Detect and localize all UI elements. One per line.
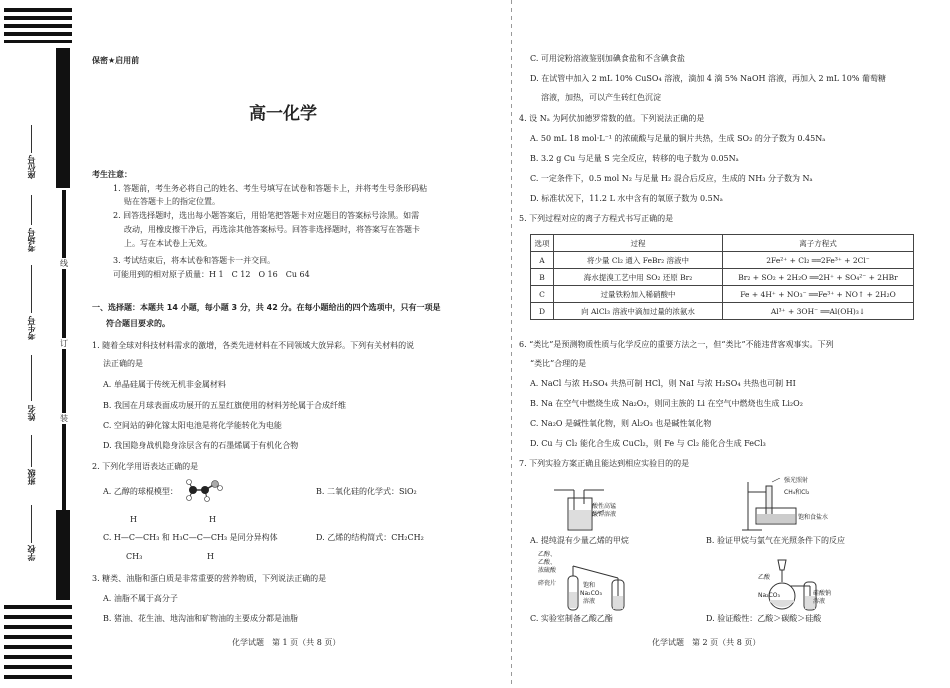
table-cell: C: [531, 286, 554, 303]
margin-bar: [4, 16, 72, 20]
apparatus-c-label: 乙酸、: [538, 559, 557, 566]
apparatus-b-label: CH₄和Cl₂: [784, 489, 810, 496]
apparatus-d-label: 乙酸: [758, 574, 771, 581]
seal-bind-char: 订: [60, 339, 68, 348]
table-cell: 2Fe²⁺ + Cl₂ ══2Fe³⁺ + 2Cl⁻: [723, 252, 914, 269]
table-cell: Al³⁺ + 3OH⁻ ══Al(OH)₃↓: [723, 303, 914, 320]
margin-bar: [4, 8, 72, 12]
margin-bar: [4, 24, 72, 28]
fill-line: [31, 505, 32, 543]
q4-option-b: B. 3.2 g Cu 与足量 S 完全反应，转移的电子数为 0.05Nₐ: [530, 154, 739, 163]
table-cell: A: [531, 252, 554, 269]
notice-line: 上。写在本试卷上无效。: [124, 239, 212, 248]
margin-bar: [4, 605, 72, 609]
q2-option-a: A. 乙醇的球棍模型：: [103, 487, 178, 496]
notice-line: 贴在答题卡上的指定位置。: [124, 197, 220, 206]
table-row: [531, 269, 914, 286]
q6-option-c: C. Na₂O 是碱性氧化物，则 Al₂O₃ 也是碱性氧化物: [530, 419, 712, 428]
apparatus-b-label: 强光照射: [784, 477, 809, 484]
q4-stem: 4. 设 Nₐ 为阿伏加德罗常数的值。下列说法正确的是: [519, 114, 705, 123]
margin-bar: [4, 40, 72, 43]
notice-line: 1. 答题前，考生务必将自己的姓名、考生号填写在试卷和答题卡上，并将考生号条形码粘: [113, 184, 428, 193]
apparatus-a-label: 酸钾溶液: [592, 511, 617, 518]
margin-bar: [4, 32, 72, 36]
table-row: [531, 286, 914, 303]
notice-line: 3. 考试结束后，将本试卷和答题卡一并交回。: [113, 256, 276, 265]
margin-block: [56, 48, 70, 188]
class-label: 班级: [27, 469, 36, 485]
apparatus-c-label: 碎瓷片: [538, 580, 557, 587]
seal-staple-char: 装: [60, 414, 68, 423]
table-cell: 过量铁粉加入稀硝酸中: [554, 286, 723, 303]
q5-table: [530, 234, 914, 320]
table-cell: 将少量 Cl₂ 通入 FeBr₂ 溶液中: [554, 252, 723, 269]
table-header-cell: 过程: [554, 235, 723, 252]
q6-stem: 6. “类比”是预测物质性质与化学反应的重要方法之一，但“类比”不能违背客观事实。下列: [519, 340, 834, 349]
q1-option-c: C. 空间站的砷化镓太阳电池是将化学能转化为电能: [103, 421, 282, 430]
margin-bar: [4, 675, 72, 679]
seat-number-label: 座位号: [27, 155, 36, 179]
q3-option-d: D. 在试管中加入 2 mL 10% CuSO₄ 溶液，滴加 4 滴 5% NaOH 溶液，再加入 2 mL 10% 葡萄糖: [530, 74, 886, 83]
fill-line: [31, 265, 32, 313]
table-cell: B: [531, 269, 554, 286]
q3-stem: 3. 糖类、油脂和蛋白质是非常重要的营养物质，下列说法正确的是: [92, 574, 327, 583]
apparatus-c-label: 饱和: [583, 582, 596, 589]
table-cell: 海水提溴工艺中用 SO₂ 还原 Br₂: [554, 269, 723, 286]
q7-option-c: C. 实验室制备乙酸乙酯: [530, 614, 613, 623]
margin-bar: [4, 635, 72, 639]
apparatus-a-label: 酸性高锰: [592, 503, 617, 510]
apparatus-b-light-reaction: [742, 478, 802, 534]
q7-stem: 7. 下列实验方案正确且能达到相应实验目的的是: [519, 459, 690, 468]
page-footer-right: 化学试题 第 2 页（共 8 页）: [652, 638, 761, 647]
q2-option-c: C. H—C—CH₃ 和 H₃C—C—CH₃ 是同分异构体: [103, 533, 278, 542]
q1-option-a: A. 单晶硅属于传统无机非金属材料: [103, 380, 226, 389]
margin-bar: [4, 615, 72, 619]
q3-option-b: B. 猪油、花生油、地沟油和矿物油的主要成分都是油脂: [103, 614, 298, 623]
margin-bar: [4, 625, 72, 629]
table-row: [531, 252, 914, 269]
table-cell: Br₂ + SO₂ + 2H₂O ══2H⁺ + SO₄²⁻ + 2HBr: [723, 269, 914, 286]
apparatus-d-label: 溶液: [813, 598, 826, 605]
column-divider: [511, 0, 512, 688]
margin-vertical-rule: [62, 190, 66, 510]
apparatus-d-label: 硅酸钠: [813, 590, 832, 597]
q4-option-d: D. 标准状况下，11.2 L 水中含有的氧原子数为 0.5Nₐ: [530, 194, 723, 203]
page-title: 高一化学: [249, 104, 317, 124]
school-label: 学校: [27, 545, 36, 561]
margin-bar: [4, 645, 72, 649]
apparatus-c-label: 乙醇、: [538, 551, 557, 558]
fill-line: [31, 195, 32, 225]
page-footer-left: 化学试题 第 1 页（共 8 页）: [232, 638, 341, 647]
seal-line-char: 线: [60, 259, 68, 268]
section-heading-cont: 符合题目要求的。: [106, 319, 170, 328]
margin-bar: [4, 655, 72, 659]
q2-c-h-bottom2: H: [207, 552, 214, 561]
fill-line: [31, 125, 32, 153]
q4-option-c: C. 一定条件下，0.5 mol N₂ 与足量 H₂ 混合后反应，生成的 NH₃ 分子数为 Nₐ: [530, 174, 813, 183]
table-header-row: [531, 235, 914, 252]
atomic-mass-line: 可能用到的相对原子质量：H 1 C 12 O 16 Cu 64: [113, 270, 310, 279]
margin-bar: [4, 665, 72, 669]
confidential-mark: 保密★启用前: [92, 56, 140, 65]
table-cell: D: [531, 303, 554, 320]
table-header-cell: 离子方程式: [723, 235, 914, 252]
q3-option-a: A. 油脂不属于高分子: [103, 594, 178, 603]
notice-line: 2. 回答选择题时，选出每小题答案后，用铅笔把答题卡对应题目的答案标号涂黑。如需: [113, 211, 420, 220]
notice-line: 改动，用橡皮擦干净后，再选涂其他答案标号。回答非选择题时，将答案写在答题卡: [124, 225, 420, 234]
q2-c-ch3-bottom: CH₃: [126, 552, 143, 561]
q4-option-a: A. 50 mL 18 mol·L⁻¹ 的浓硫酸与足量的铜片共热，生成 SO₂ 的分子数为 0.45Nₐ: [530, 134, 826, 143]
q1-option-b: B. 我国在月球表面成功展开的五星红旗使用的材料芳纶属于合成纤维: [103, 401, 346, 410]
margin-block: [56, 510, 70, 600]
apparatus-c-label: 浓硫酸: [538, 567, 557, 574]
apparatus-c-label: Na₂CO₃: [580, 590, 602, 597]
binding-margin: [0, 0, 78, 688]
q6-option-a: A. NaCl 与浓 H₂SO₄ 共热可制 HCl，则 NaI 与浓 H₂SO₄ 共热也可制 HI: [530, 379, 796, 388]
q2-c-h-top: H: [130, 515, 137, 524]
section-heading: 一、选择题：本题共 14 小题，每小题 3 分，共 42 分。在每小题给出的四个选项中，只有一项是: [92, 303, 441, 312]
apparatus-c-ester-prep: [560, 556, 640, 612]
q6-option-b: B. Na 在空气中燃烧生成 Na₂O₂，则同主族的 Li 在空气中燃烧也生成 Li₂O₂: [530, 399, 803, 408]
q7-option-b: B. 验证甲烷与氯气在光照条件下的反应: [706, 536, 845, 545]
q1-option-d: D. 我国隐身战机隐身涂层含有的石墨烯属于有机化合物: [103, 441, 299, 450]
notice-heading: 考生注意：: [92, 170, 132, 179]
candidate-number-label: 考生号: [27, 316, 36, 340]
name-label: 姓名: [27, 405, 36, 421]
apparatus-c-label: 溶液: [583, 598, 596, 605]
q6-stem-cont: “类比”合理的是: [530, 359, 587, 368]
exam-room-label: 考场号: [27, 228, 36, 252]
apparatus-b-label: 饱和食盐水: [798, 514, 829, 521]
table-cell: Fe + 4H⁺ + NO₃⁻ ══Fe³⁺ + NO↑ + 2H₂O: [723, 286, 914, 303]
fill-line: [31, 435, 32, 467]
ethanol-ball-stick-model: [185, 478, 225, 502]
q5-stem: 5. 下列过程对应的离子方程式书写正确的是: [519, 214, 674, 223]
table-header-cell: 选项: [531, 235, 554, 252]
q2-c-h-top2: H: [209, 515, 216, 524]
fill-line: [31, 355, 32, 401]
table-cell: 向 AlCl₃ 溶液中滴加过量的浓氨水: [554, 303, 723, 320]
q7-option-d: D. 验证酸性：乙酸＞碳酸＞硅酸: [706, 614, 822, 623]
apparatus-d-label: Na₂CO₃: [758, 592, 780, 599]
q2-option-d: D. 乙烯的结构简式：CH₂CH₂: [316, 533, 424, 542]
q7-option-a: A. 提纯混有少量乙烯的甲烷: [530, 536, 629, 545]
q3-option-c: C. 可用淀粉溶液鉴别加碘食盐和不含碘食盐: [530, 54, 685, 63]
table-row: [531, 303, 914, 320]
q6-option-d: D. Cu 与 Cl₂ 能化合生成 CuCl₂，则 Fe 与 Cl₂ 能化合生成 FeCl₃: [530, 439, 766, 448]
q1-stem-cont: 法正确的是: [103, 359, 143, 368]
q2-option-b: B. 二氧化硅的化学式：SiO₂: [316, 487, 417, 496]
q3-option-d-cont: 溶液，加热，可以产生砖红色沉淀: [541, 93, 661, 102]
q1-stem: 1. 随着全球对科技材料需求的激增，各类先进材料在不同领域大放异彩。下列有关材料的说: [92, 341, 415, 350]
q2-stem: 2. 下列化学用语表达正确的是: [92, 462, 199, 471]
